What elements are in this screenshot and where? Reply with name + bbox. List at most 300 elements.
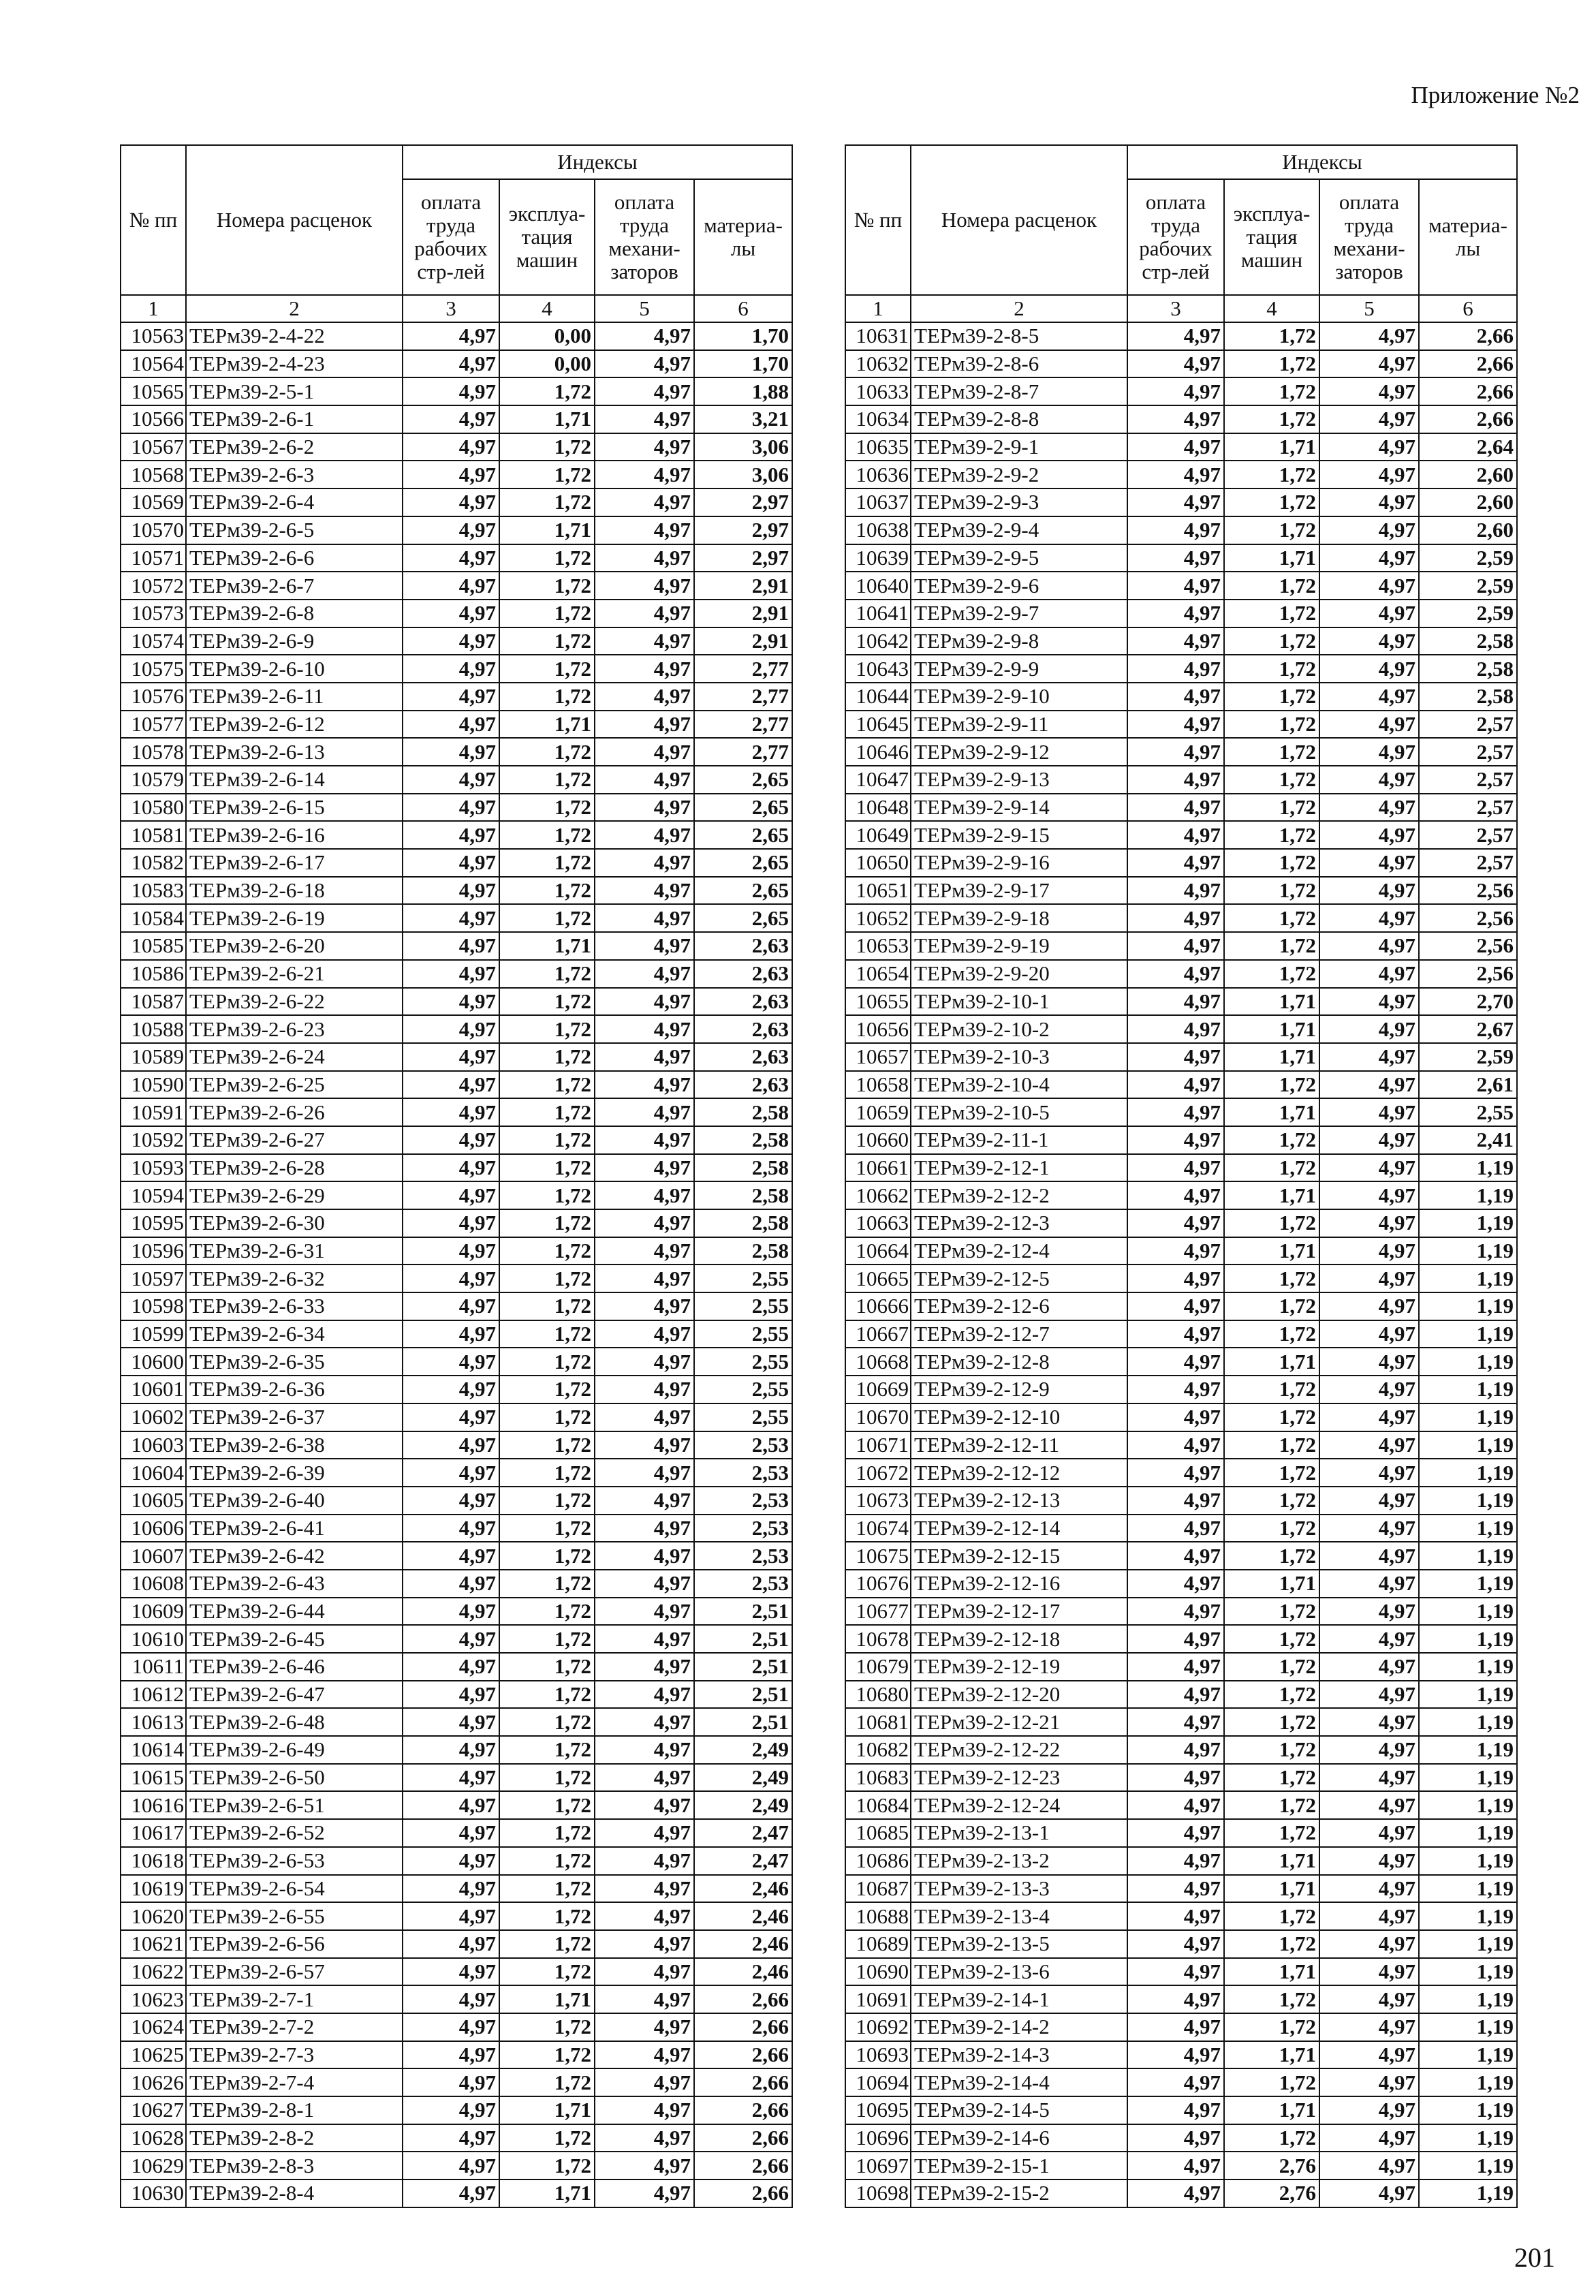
machines-index: 1,72 (499, 683, 595, 711)
table-row (845, 572, 1517, 600)
row-number: 10649 (845, 821, 911, 849)
table-row (845, 960, 1517, 988)
wage-index: 4,97 (1127, 544, 1224, 572)
operators-index: 4,97 (595, 683, 694, 711)
wage-index: 4,97 (403, 1847, 499, 1875)
materials-index: 1,70 (694, 350, 792, 378)
rate-code: ТЕРм39-2-6-32 (186, 1265, 403, 1292)
operators-index: 4,97 (595, 600, 694, 627)
header-materials: материа-лы (694, 179, 792, 295)
table-row (121, 2041, 792, 2069)
operators-index: 4,97 (1319, 711, 1419, 739)
row-number: 10643 (845, 655, 911, 683)
operators-index: 4,97 (595, 1292, 694, 1320)
row-number: 10653 (845, 932, 911, 960)
operators-index: 4,97 (1319, 544, 1419, 572)
operators-index: 4,97 (595, 461, 694, 488)
materials-index: 2,66 (694, 2124, 792, 2152)
rate-code: ТЕРм39-2-12-12 (911, 1459, 1127, 1487)
col-number: 4 (499, 295, 595, 322)
row-number: 10600 (121, 1348, 186, 1376)
rate-code: ТЕРм39-2-6-1 (186, 405, 403, 433)
rate-code: ТЕРм39-2-9-20 (911, 960, 1127, 988)
wage-index: 4,97 (1127, 572, 1224, 600)
rate-code: ТЕРм39-2-6-9 (186, 627, 403, 655)
row-number: 10597 (121, 1265, 186, 1292)
table-row (121, 377, 792, 405)
rate-code: ТЕРм39-2-12-9 (911, 1376, 1127, 1403)
wage-index: 4,97 (1127, 1154, 1224, 1182)
rate-code: ТЕРм39-2-13-4 (911, 1902, 1127, 1930)
materials-index: 2,46 (694, 1902, 792, 1930)
operators-index: 4,97 (595, 2124, 694, 2152)
row-number: 10690 (845, 1958, 911, 1986)
col-number: 1 (121, 295, 186, 322)
row-number: 10569 (121, 488, 186, 516)
materials-index: 2,49 (694, 1736, 792, 1764)
row-number: 10688 (845, 1902, 911, 1930)
operators-index: 4,97 (1319, 627, 1419, 655)
table-row (121, 1431, 792, 1459)
machines-index: 1,71 (1224, 433, 1319, 461)
operators-index: 4,97 (1319, 2096, 1419, 2124)
operators-index: 4,97 (1319, 932, 1419, 960)
materials-index: 1,19 (1419, 1847, 1517, 1875)
operators-index: 4,97 (595, 1598, 694, 1626)
machines-index: 1,72 (1224, 683, 1319, 711)
machines-index: 1,72 (499, 738, 595, 766)
wage-index: 4,97 (403, 932, 499, 960)
col-number: 4 (1224, 295, 1319, 322)
materials-index: 1,19 (1419, 1403, 1517, 1431)
rate-code: ТЕРм39-2-6-50 (186, 1764, 403, 1792)
operators-index: 4,97 (595, 1515, 694, 1542)
materials-index: 1,19 (1419, 2152, 1517, 2179)
operators-index: 4,97 (1319, 516, 1419, 544)
rate-code: ТЕРм39-2-6-56 (186, 1930, 403, 1958)
machines-index: 1,71 (1224, 1098, 1319, 1126)
materials-index: 2,56 (1419, 904, 1517, 932)
rate-code: ТЕРм39-2-8-1 (186, 2096, 403, 2124)
wage-index: 4,97 (403, 1625, 499, 1653)
materials-index: 1,19 (1419, 1875, 1517, 1903)
row-number: 10610 (121, 1625, 186, 1653)
row-number: 10629 (121, 2152, 186, 2179)
row-number: 10663 (845, 1209, 911, 1237)
materials-index: 1,19 (1419, 2179, 1517, 2207)
rate-code: ТЕРм39-2-8-2 (186, 2124, 403, 2152)
materials-index: 1,19 (1419, 2013, 1517, 2041)
row-number: 10623 (121, 1985, 186, 2013)
machines-index: 1,71 (1224, 544, 1319, 572)
row-number: 10692 (845, 2013, 911, 2041)
materials-index: 2,63 (694, 988, 792, 1016)
machines-index: 1,72 (1224, 1376, 1319, 1403)
rate-code: ТЕРм39-2-6-48 (186, 1708, 403, 1736)
materials-index: 2,53 (694, 1487, 792, 1515)
wage-index: 4,97 (403, 2041, 499, 2069)
rate-code: ТЕРм39-2-6-45 (186, 1625, 403, 1653)
row-number: 10620 (121, 1902, 186, 1930)
right-table-body (845, 322, 1517, 2207)
wage-index: 4,97 (1127, 1181, 1224, 1209)
wage-index: 4,97 (1127, 1985, 1224, 2013)
wage-index: 4,97 (403, 1098, 499, 1126)
rate-code: ТЕРм39-2-6-54 (186, 1875, 403, 1903)
table-row (121, 1487, 792, 1515)
row-number: 10584 (121, 904, 186, 932)
rate-code: ТЕРм39-2-9-19 (911, 932, 1127, 960)
rate-code: ТЕРм39-2-6-40 (186, 1487, 403, 1515)
materials-index: 2,58 (694, 1237, 792, 1265)
operators-index: 4,97 (1319, 1043, 1419, 1071)
wage-index: 4,97 (1127, 988, 1224, 1016)
table-row (845, 1736, 1517, 1764)
machines-index: 1,72 (499, 1708, 595, 1736)
machines-index: 1,71 (1224, 1875, 1319, 1903)
wage-index: 4,97 (1127, 600, 1224, 627)
table-row (121, 877, 792, 905)
col-number: 6 (1419, 295, 1517, 322)
wage-index: 4,97 (403, 488, 499, 516)
materials-index: 2,91 (694, 627, 792, 655)
rate-code: ТЕРм39-2-12-19 (911, 1653, 1127, 1681)
table-row (121, 322, 792, 350)
operators-index: 4,97 (1319, 1791, 1419, 1819)
rate-code: ТЕРм39-2-6-3 (186, 461, 403, 488)
row-number: 10672 (845, 1459, 911, 1487)
row-number: 10677 (845, 1598, 911, 1626)
machines-index: 1,72 (499, 2013, 595, 2041)
operators-index: 4,97 (595, 627, 694, 655)
row-number: 10632 (845, 350, 911, 378)
operators-index: 4,97 (1319, 2013, 1419, 2041)
machines-index: 1,72 (1224, 849, 1319, 877)
wage-index: 4,97 (1127, 1681, 1224, 1709)
wage-index: 4,97 (403, 516, 499, 544)
row-number: 10594 (121, 1181, 186, 1209)
rate-code: ТЕРм39-2-12-22 (911, 1736, 1127, 1764)
row-number: 10638 (845, 516, 911, 544)
col-number: 5 (1319, 295, 1419, 322)
table-row (845, 1847, 1517, 1875)
operators-index: 4,97 (595, 1403, 694, 1431)
table-row (121, 821, 792, 849)
rate-code: ТЕРм39-2-12-23 (911, 1764, 1127, 1792)
rate-code: ТЕРм39-2-9-3 (911, 488, 1127, 516)
rate-code: ТЕРм39-2-15-2 (911, 2179, 1127, 2207)
table-row (845, 1071, 1517, 1099)
row-number: 10614 (121, 1736, 186, 1764)
header-operators: оплата труда механи-заторов (1319, 179, 1419, 295)
table-row (121, 849, 792, 877)
operators-index: 4,97 (595, 1181, 694, 1209)
row-number: 10627 (121, 2096, 186, 2124)
machines-index: 1,72 (499, 655, 595, 683)
materials-index: 3,06 (694, 433, 792, 461)
rate-code: ТЕРм39-2-10-1 (911, 988, 1127, 1016)
table-row (845, 488, 1517, 516)
machines-index: 1,72 (1224, 960, 1319, 988)
machines-index: 1,71 (1224, 2096, 1319, 2124)
row-number: 10609 (121, 1598, 186, 1626)
materials-index: 2,63 (694, 1071, 792, 1099)
operators-index: 4,97 (595, 1015, 694, 1043)
rate-code: ТЕРм39-2-8-7 (911, 377, 1127, 405)
wage-index: 4,97 (403, 1487, 499, 1515)
rate-code: ТЕРм39-2-6-5 (186, 516, 403, 544)
operators-index: 4,97 (595, 1126, 694, 1154)
operators-index: 4,97 (1319, 2068, 1419, 2096)
table-row (121, 1459, 792, 1487)
table-row (845, 1181, 1517, 1209)
rate-code: ТЕРм39-2-12-16 (911, 1570, 1127, 1598)
row-number: 10674 (845, 1515, 911, 1542)
machines-index: 1,71 (1224, 1847, 1319, 1875)
materials-index: 2,63 (694, 1015, 792, 1043)
operators-index: 4,97 (595, 1459, 694, 1487)
rate-code: ТЕРм39-2-6-17 (186, 849, 403, 877)
table-row (121, 1515, 792, 1542)
materials-index: 2,66 (1419, 322, 1517, 350)
table-row (121, 1181, 792, 1209)
operators-index: 4,97 (595, 1542, 694, 1570)
materials-index: 1,19 (1419, 1265, 1517, 1292)
row-number: 10636 (845, 461, 911, 488)
wage-index: 4,97 (403, 904, 499, 932)
table-row (121, 2096, 792, 2124)
materials-index: 1,19 (1419, 1653, 1517, 1681)
operators-index: 4,97 (1319, 1515, 1419, 1542)
machines-index: 1,72 (1224, 1625, 1319, 1653)
materials-index: 1,19 (1419, 2041, 1517, 2069)
machines-index: 1,72 (499, 2152, 595, 2179)
machines-index: 2,76 (1224, 2179, 1319, 2207)
materials-index: 2,53 (694, 1515, 792, 1542)
table-row (845, 1292, 1517, 1320)
row-number: 10676 (845, 1570, 911, 1598)
machines-index: 1,72 (499, 960, 595, 988)
rate-code: ТЕРм39-2-8-8 (911, 405, 1127, 433)
materials-index: 2,66 (1419, 377, 1517, 405)
wage-index: 4,97 (403, 988, 499, 1016)
materials-index: 3,06 (694, 461, 792, 488)
rate-code: ТЕРм39-2-13-5 (911, 1930, 1127, 1958)
row-number: 10618 (121, 1847, 186, 1875)
table-row (121, 1930, 792, 1958)
table-row (121, 1403, 792, 1431)
materials-index: 2,58 (1419, 655, 1517, 683)
row-number: 10695 (845, 2096, 911, 2124)
table-row (121, 711, 792, 739)
rate-code: ТЕРм39-2-8-3 (186, 2152, 403, 2179)
machines-index: 1,72 (499, 794, 595, 822)
table-row (121, 683, 792, 711)
row-number: 10651 (845, 877, 911, 905)
wage-index: 4,97 (1127, 1071, 1224, 1099)
materials-index: 2,46 (694, 1875, 792, 1903)
machines-index: 1,72 (499, 1209, 595, 1237)
materials-index: 2,66 (694, 2068, 792, 2096)
materials-index: 2,58 (1419, 683, 1517, 711)
table-row (121, 1681, 792, 1709)
table-row (121, 405, 792, 433)
materials-index: 1,19 (1419, 1209, 1517, 1237)
operators-index: 4,97 (1319, 849, 1419, 877)
col-number: 1 (845, 295, 911, 322)
appendix-label: Приложение №2 (1411, 82, 1580, 108)
rate-code: ТЕРм39-2-9-17 (911, 877, 1127, 905)
row-number: 10583 (121, 877, 186, 905)
table-row (845, 433, 1517, 461)
machines-index: 1,72 (1224, 1653, 1319, 1681)
row-number: 10631 (845, 322, 911, 350)
row-number: 10606 (121, 1515, 186, 1542)
table-row (121, 1958, 792, 1986)
table-row (121, 600, 792, 627)
wage-index: 4,97 (1127, 627, 1224, 655)
wage-index: 4,97 (1127, 377, 1224, 405)
operators-index: 4,97 (1319, 794, 1419, 822)
table-row (845, 1653, 1517, 1681)
table-row (845, 2013, 1517, 2041)
materials-index: 1,88 (694, 377, 792, 405)
operators-index: 4,97 (1319, 1154, 1419, 1182)
row-number: 10576 (121, 683, 186, 711)
machines-index: 1,72 (1224, 2068, 1319, 2096)
row-number: 10591 (121, 1098, 186, 1126)
rate-code: ТЕРм39-2-6-20 (186, 932, 403, 960)
operators-index: 4,97 (1319, 1902, 1419, 1930)
machines-index: 1,72 (1224, 738, 1319, 766)
row-number: 10662 (845, 1181, 911, 1209)
rate-code: ТЕРм39-2-6-37 (186, 1403, 403, 1431)
row-number: 10686 (845, 1847, 911, 1875)
operators-index: 4,97 (1319, 1708, 1419, 1736)
machines-index: 1,72 (1224, 1708, 1319, 1736)
header-indices: Индексы (403, 145, 792, 179)
machines-index: 1,72 (1224, 766, 1319, 794)
row-number: 10582 (121, 849, 186, 877)
operators-index: 4,97 (595, 1791, 694, 1819)
materials-index: 2,51 (694, 1598, 792, 1626)
rate-code: ТЕРм39-2-6-43 (186, 1570, 403, 1598)
rate-code: ТЕРм39-2-6-46 (186, 1653, 403, 1681)
operators-index: 4,97 (595, 1930, 694, 1958)
wage-index: 4,97 (403, 738, 499, 766)
operators-index: 4,97 (1319, 2041, 1419, 2069)
table-row (845, 904, 1517, 932)
table-row (121, 1708, 792, 1736)
row-number: 10696 (845, 2124, 911, 2152)
table-row (845, 683, 1517, 711)
rate-code: ТЕРм39-2-13-6 (911, 1958, 1127, 1986)
operators-index: 4,97 (1319, 1570, 1419, 1598)
wage-index: 4,97 (403, 627, 499, 655)
materials-index: 1,19 (1419, 1708, 1517, 1736)
rate-code: ТЕРм39-2-6-26 (186, 1098, 403, 1126)
rate-code: ТЕРм39-2-6-23 (186, 1015, 403, 1043)
wage-index: 4,97 (1127, 821, 1224, 849)
wage-index: 4,97 (1127, 1958, 1224, 1986)
operators-index: 4,97 (1319, 1847, 1419, 1875)
table-row (845, 1376, 1517, 1403)
rate-code: ТЕРм39-2-14-1 (911, 1985, 1127, 2013)
operators-index: 4,97 (1319, 405, 1419, 433)
materials-index: 2,65 (694, 849, 792, 877)
materials-index: 1,19 (1419, 2124, 1517, 2152)
wage-index: 4,97 (403, 1764, 499, 1792)
rate-code: ТЕРм39-2-8-4 (186, 2179, 403, 2207)
materials-index: 2,59 (1419, 572, 1517, 600)
machines-index: 1,72 (499, 1625, 595, 1653)
wage-index: 4,97 (403, 1043, 499, 1071)
table-row (121, 1209, 792, 1237)
wage-index: 4,97 (1127, 2179, 1224, 2207)
table-row (121, 1043, 792, 1071)
machines-index: 1,71 (1224, 1237, 1319, 1265)
operators-index: 4,97 (595, 960, 694, 988)
operators-index: 4,97 (595, 1265, 694, 1292)
operators-index: 4,97 (1319, 1403, 1419, 1431)
operators-index: 4,97 (1319, 1542, 1419, 1570)
rate-code: ТЕРм39-2-6-39 (186, 1459, 403, 1487)
rate-code: ТЕРм39-2-11-1 (911, 1126, 1127, 1154)
rate-code: ТЕРм39-2-10-4 (911, 1071, 1127, 1099)
row-number: 10616 (121, 1791, 186, 1819)
wage-index: 4,97 (403, 1958, 499, 1986)
machines-index: 1,72 (499, 627, 595, 655)
machines-index: 1,72 (1224, 488, 1319, 516)
table-row (121, 461, 792, 488)
wage-index: 4,97 (1127, 1764, 1224, 1792)
machines-index: 1,72 (499, 1237, 595, 1265)
table-row (121, 2179, 792, 2207)
rate-code: ТЕРм39-2-12-15 (911, 1542, 1127, 1570)
operators-index: 4,97 (595, 1570, 694, 1598)
materials-index: 2,77 (694, 711, 792, 739)
machines-index: 1,72 (1224, 794, 1319, 822)
rate-code: ТЕРм39-2-12-2 (911, 1181, 1127, 1209)
row-number: 10574 (121, 627, 186, 655)
operators-index: 4,97 (595, 1209, 694, 1237)
wage-index: 4,97 (403, 1376, 499, 1403)
row-number: 10694 (845, 2068, 911, 2096)
header-materials: материа-лы (1419, 179, 1517, 295)
operators-index: 4,97 (595, 1736, 694, 1764)
machines-index: 1,71 (1224, 1958, 1319, 1986)
row-number: 10599 (121, 1320, 186, 1348)
rate-code: ТЕРм39-2-6-51 (186, 1791, 403, 1819)
table-row (845, 1902, 1517, 1930)
row-number: 10647 (845, 766, 911, 794)
row-number: 10607 (121, 1542, 186, 1570)
operators-index: 4,97 (1319, 488, 1419, 516)
machines-index: 1,71 (499, 711, 595, 739)
wage-index: 4,97 (1127, 1542, 1224, 1570)
wage-index: 4,97 (403, 1181, 499, 1209)
wage-index: 4,97 (403, 433, 499, 461)
machines-index: 1,72 (499, 821, 595, 849)
table-row (121, 544, 792, 572)
row-number: 10687 (845, 1875, 911, 1903)
operators-index: 4,97 (595, 1098, 694, 1126)
operators-index: 4,97 (1319, 1736, 1419, 1764)
wage-index: 4,97 (403, 1348, 499, 1376)
table-row (121, 2124, 792, 2152)
operators-index: 4,97 (595, 2152, 694, 2179)
materials-index: 2,56 (1419, 932, 1517, 960)
